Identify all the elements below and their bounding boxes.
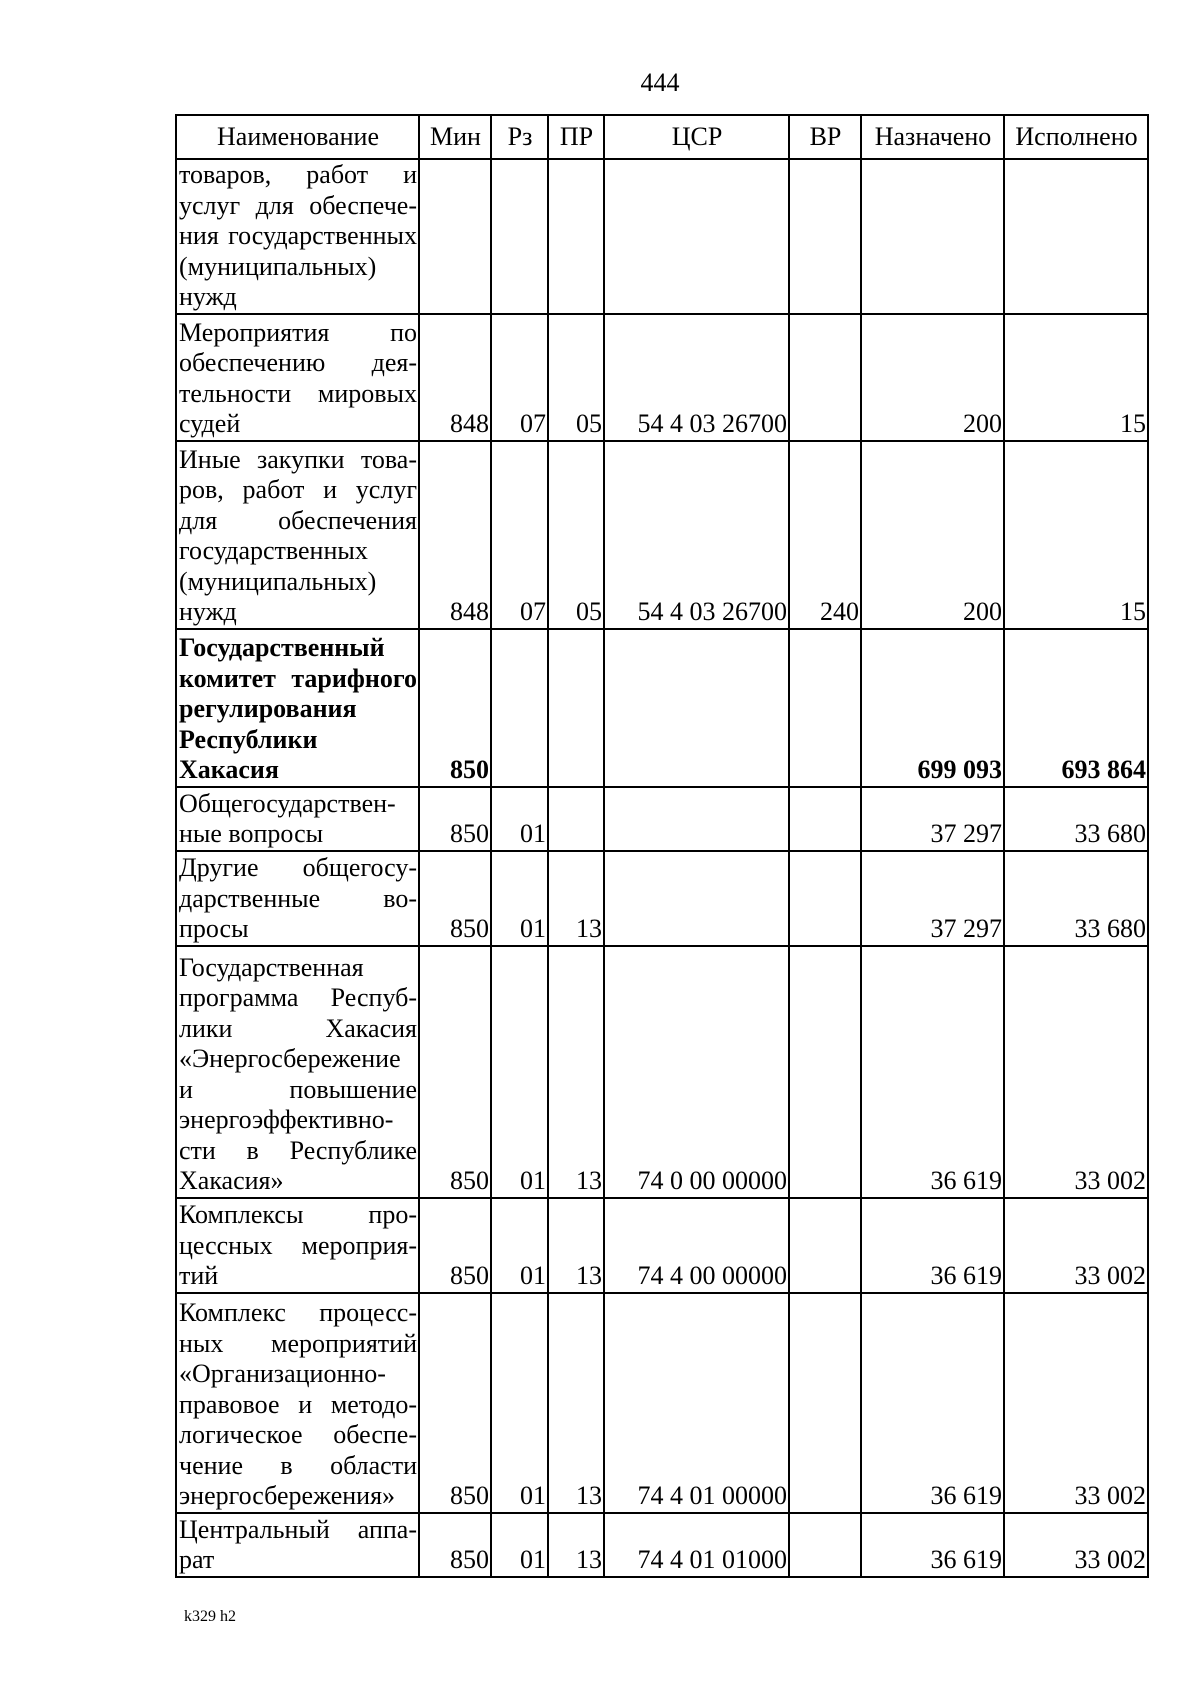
cell-vr [789, 1198, 861, 1293]
cell-vr [789, 946, 861, 1198]
cell-assigned: 36 619 [861, 1293, 1004, 1513]
cell-min [419, 159, 491, 314]
table-body [176, 159, 1148, 1577]
cell-assigned: 37 297 [861, 851, 1004, 946]
cell-executed: 15 [1004, 314, 1148, 441]
cell-name: Комплексы процессных мероприятий [176, 1198, 419, 1293]
footer-code: k329 h2 [184, 1608, 236, 1625]
cell-assigned: 699 093 [861, 629, 1004, 787]
cell-rz: 01 [491, 1513, 548, 1577]
cell-executed: 33 680 [1004, 787, 1148, 851]
cell-csr [604, 787, 789, 851]
column-header-csr: ЦСР [604, 115, 789, 159]
cell-csr: 74 4 01 00000 [604, 1293, 789, 1513]
cell-name: Центральный аппарат [176, 1513, 419, 1577]
table-row [176, 159, 1148, 314]
cell-rz: 01 [491, 1293, 548, 1513]
cell-min: 850 [419, 851, 491, 946]
cell-pr: 05 [548, 314, 604, 441]
cell-executed: 33 002 [1004, 1513, 1148, 1577]
cell-executed [1004, 159, 1148, 314]
cell-vr [789, 851, 861, 946]
cell-executed: 33 002 [1004, 946, 1148, 1198]
table-row [176, 851, 1148, 946]
cell-min: 850 [419, 629, 491, 787]
cell-assigned: 36 619 [861, 946, 1004, 1198]
cell-rz [491, 159, 548, 314]
column-header-assigned: Назначено [861, 115, 1004, 159]
cell-name: Государственный комитет тарифного регулирования Республики Хакасия [176, 629, 419, 787]
cell-assigned: 200 [861, 441, 1004, 629]
cell-csr: 54 4 03 26700 [604, 314, 789, 441]
table-row [176, 787, 1148, 851]
cell-pr [548, 787, 604, 851]
cell-csr: 54 4 03 26700 [604, 441, 789, 629]
table-row [176, 1513, 1148, 1577]
table-row [176, 946, 1148, 1198]
cell-min: 850 [419, 787, 491, 851]
cell-vr [789, 314, 861, 441]
cell-rz: 01 [491, 1198, 548, 1293]
cell-vr [789, 1293, 861, 1513]
table-header-row [176, 115, 1148, 159]
cell-name: товаров, работ и услуг для обеспечения государственных (муниципальных) нужд [176, 159, 419, 314]
cell-min: 848 [419, 441, 491, 629]
cell-rz: 01 [491, 851, 548, 946]
cell-rz [491, 629, 548, 787]
cell-name: Мероприятия по обеспечению деятельности мировых судей [176, 314, 419, 441]
table-row [176, 441, 1148, 629]
cell-min: 850 [419, 1293, 491, 1513]
column-header-rz: Рз [491, 115, 548, 159]
table-row [176, 1198, 1148, 1293]
cell-vr [789, 159, 861, 314]
column-header-pr: ПР [548, 115, 604, 159]
cell-assigned [861, 159, 1004, 314]
cell-pr [548, 159, 604, 314]
cell-pr: 13 [548, 946, 604, 1198]
cell-vr [789, 629, 861, 787]
cell-name: Другие общегосударственные вопросы [176, 851, 419, 946]
cell-assigned: 37 297 [861, 787, 1004, 851]
cell-executed: 33 680 [1004, 851, 1148, 946]
cell-vr [789, 787, 861, 851]
column-header-name: Наименование [176, 115, 419, 159]
cell-assigned: 200 [861, 314, 1004, 441]
cell-rz: 07 [491, 441, 548, 629]
cell-pr: 13 [548, 851, 604, 946]
column-header-min: Мин [419, 115, 491, 159]
cell-pr: 13 [548, 1293, 604, 1513]
cell-min: 850 [419, 1198, 491, 1293]
cell-name: Общегосударственные вопросы [176, 787, 419, 851]
cell-pr [548, 629, 604, 787]
table-row [176, 314, 1148, 441]
cell-name: Иные закупки товаров, работ и услуг для обеспечения государственных (муниципальных) нужд [176, 441, 419, 629]
cell-assigned: 36 619 [861, 1198, 1004, 1293]
cell-csr [604, 851, 789, 946]
cell-csr: 74 4 00 00000 [604, 1198, 789, 1293]
column-header-executed: Исполнено [1004, 115, 1148, 159]
page-number: 444 [640, 68, 680, 97]
cell-executed: 33 002 [1004, 1293, 1148, 1513]
cell-csr: 74 4 01 01000 [604, 1513, 789, 1577]
cell-executed: 33 002 [1004, 1198, 1148, 1293]
cell-csr [604, 629, 789, 787]
table-row [176, 1293, 1148, 1513]
cell-vr [789, 1513, 861, 1577]
cell-pr: 13 [548, 1513, 604, 1577]
cell-name: Комплекс процессных мероприятий «Организационно-правовое и методологическое обеспечение в области энергосбережения» [176, 1293, 419, 1513]
cell-pr: 13 [548, 1198, 604, 1293]
cell-min: 850 [419, 1513, 491, 1577]
cell-min: 850 [419, 946, 491, 1198]
cell-vr: 240 [789, 441, 861, 629]
cell-executed: 15 [1004, 441, 1148, 629]
cell-assigned: 36 619 [861, 1513, 1004, 1577]
cell-rz: 01 [491, 787, 548, 851]
cell-rz: 07 [491, 314, 548, 441]
cell-csr: 74 0 00 00000 [604, 946, 789, 1198]
cell-executed: 693 864 [1004, 629, 1148, 787]
cell-csr [604, 159, 789, 314]
budget-table [175, 114, 1149, 1578]
cell-pr: 05 [548, 441, 604, 629]
cell-min: 848 [419, 314, 491, 441]
cell-name: Государственная программа Республики Хакасия «Энергосбережение и повышение энергоэффективности в Республике Хакасия» [176, 946, 419, 1198]
column-header-vr: ВР [789, 115, 861, 159]
table-row [176, 629, 1148, 787]
cell-rz: 01 [491, 946, 548, 1198]
